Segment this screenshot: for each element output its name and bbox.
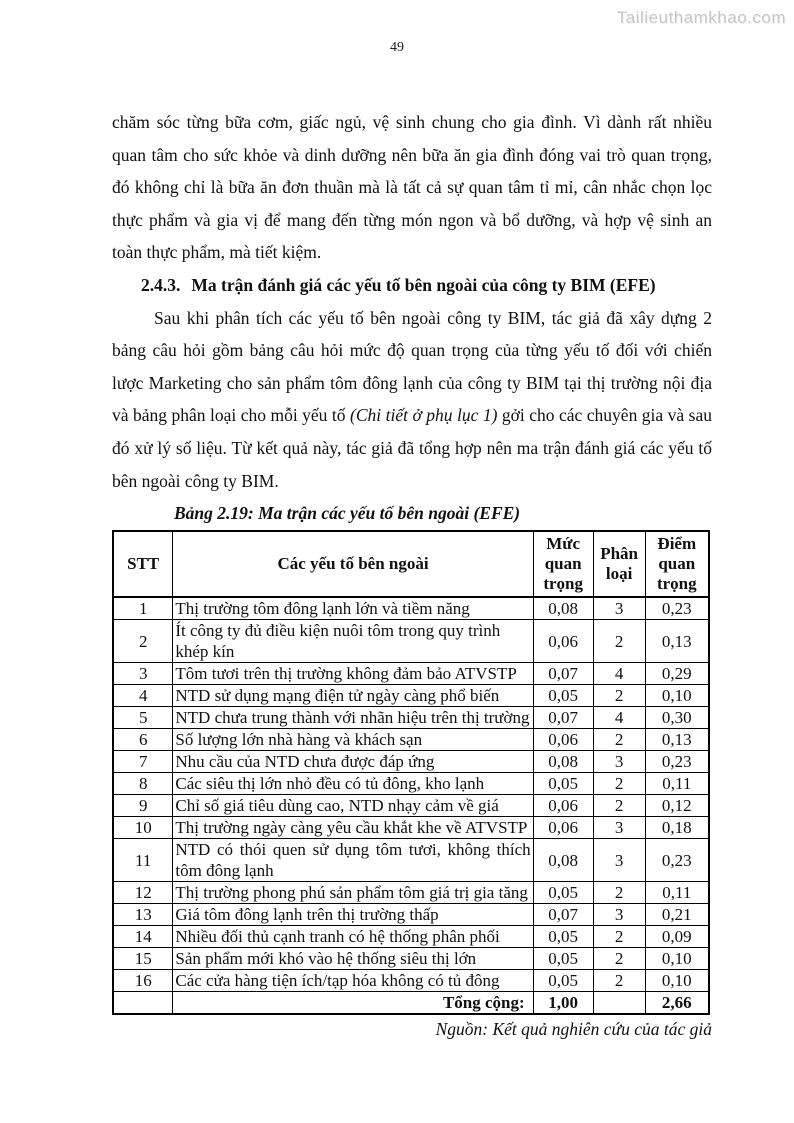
row-weight: 0,05	[533, 685, 593, 707]
table-body	[113, 597, 709, 992]
row-score: 0,23	[645, 597, 709, 620]
total-stt-cell	[113, 992, 173, 1015]
header-weight: Mức quan trọng	[533, 531, 593, 597]
row-stt: 7	[113, 751, 173, 773]
watermark: Tailieuthamkhao.com	[616, 8, 786, 27]
row-rating: 2	[593, 773, 645, 795]
table-caption: Bảng 2.19: Ma trận các yếu tố bên ngoài (EFE)	[174, 503, 521, 524]
total-row	[113, 992, 709, 1015]
table-row	[113, 729, 709, 751]
row-stt: 9	[113, 795, 173, 817]
row-stt: 8	[113, 773, 173, 795]
table-row	[113, 926, 709, 948]
table-row	[113, 707, 709, 729]
row-rating: 3	[593, 597, 645, 620]
table-header	[113, 531, 709, 597]
table-row	[113, 970, 709, 992]
row-rating: 2	[593, 948, 645, 970]
row-score: 0,12	[645, 795, 709, 817]
row-factor: Giá tôm đông lạnh trên thị trường thấp	[173, 904, 533, 926]
page-number: 49	[390, 40, 404, 55]
row-score: 0,23	[645, 839, 709, 882]
total-rating	[593, 992, 645, 1015]
row-rating: 4	[593, 707, 645, 729]
header-score: Điểm quan trọng	[645, 531, 709, 597]
row-stt: 2	[113, 620, 173, 663]
row-factor: Thị trường tôm đông lạnh lớn và tiềm năng	[173, 597, 533, 620]
section-title: Ma trận đánh giá các yếu tố bên ngoài của công ty BIM (EFE)	[191, 274, 656, 295]
row-factor: Thị trường ngày càng yêu cầu khắt khe về ATVSTP	[173, 817, 533, 839]
row-factor: Nhiều đối thủ cạnh tranh có hệ thống phân phối	[173, 926, 533, 948]
page-content	[112, 106, 712, 1043]
table-row	[113, 663, 709, 685]
row-rating: 3	[593, 839, 645, 882]
total-label: Tổng cộng:	[173, 992, 533, 1015]
row-score: 0,30	[645, 707, 709, 729]
row-rating: 2	[593, 685, 645, 707]
row-score: 0,29	[645, 663, 709, 685]
row-score: 0,13	[645, 729, 709, 751]
table-row	[113, 904, 709, 926]
row-factor: Thị trường phong phú sản phẩm tôm giá trị gia tăng	[173, 882, 533, 904]
row-weight: 0,08	[533, 597, 593, 620]
row-weight: 0,05	[533, 970, 593, 992]
row-rating: 2	[593, 882, 645, 904]
row-stt: 4	[113, 685, 173, 707]
total-score: 2,66	[645, 992, 709, 1015]
row-weight: 0,06	[533, 795, 593, 817]
table-row	[113, 882, 709, 904]
row-score: 0,21	[645, 904, 709, 926]
table-row	[113, 839, 709, 882]
row-weight: 0,05	[533, 882, 593, 904]
row-rating: 2	[593, 620, 645, 663]
row-factor: NTD sử dụng mạng điện tử ngày càng phổ biến	[173, 685, 533, 707]
table-row	[113, 597, 709, 620]
row-rating: 3	[593, 751, 645, 773]
row-score: 0,23	[645, 751, 709, 773]
paragraph-intro: chăm sóc từng bữa cơm, giấc ngủ, vệ sinh chung cho gia đình. Vì dành rất nhiều quan tâm cho sức khỏe và dinh dưỡng nên bữa ăn gia đình đóng vai trò quan trọng, đó không chỉ là bữa ăn đơn thuần mà là tất cả sự quan tâm tỉ mỉ, cân nhắc chọn lọc thực phẩm và gia vị để mang đến từng món ngon và bổ dưỡng, và hợp vệ sinh an toàn thực phẩm, mà tiết kiệm.	[112, 112, 712, 263]
table-row	[113, 620, 709, 663]
row-stt: 15	[113, 948, 173, 970]
row-weight: 0,06	[533, 620, 593, 663]
row-factor: NTD có thói quen sử dụng tôm tươi, không thích tôm đông lạnh	[173, 839, 533, 882]
section-heading	[112, 269, 712, 302]
row-score: 0,10	[645, 685, 709, 707]
table-row	[113, 685, 709, 707]
row-weight: 0,07	[533, 904, 593, 926]
row-weight: 0,05	[533, 773, 593, 795]
row-stt: 3	[113, 663, 173, 685]
table-row	[113, 795, 709, 817]
row-score: 0,11	[645, 773, 709, 795]
row-weight: 0,08	[533, 839, 593, 882]
paragraph-method	[112, 302, 712, 498]
paragraph-method-part2: gởi cho các chuyên gia và sau đó xử lý số liệu. Từ kết quả này, tác giả đã tổng hợp nên ma trận đánh giá các yếu tố bên ngoài công ty BIM.	[112, 405, 712, 491]
header-stt: STT	[113, 531, 173, 597]
header-rating: Phân loại	[593, 531, 645, 597]
row-factor: Nhu cầu của NTD chưa được đáp ứng	[173, 751, 533, 773]
paragraph-method-part1: Sau khi phân tích các yếu tố bên ngoài công ty BIM, tác giả đã xây dựng 2 bảng câu hỏi gồm bảng câu hỏi mức độ quan trọng của từng yếu tố đối với chiến lược Marketing cho sản phẩm tôm đông lạnh của công ty BIM tại thị trường nội địa và bảng phân loại cho mỗi yếu tố	[112, 307, 712, 426]
row-score: 0,09	[645, 926, 709, 948]
row-factor: Tôm tươi trên thị trường không đảm bảo ATVSTP	[173, 663, 533, 685]
row-score: 0,10	[645, 948, 709, 970]
efe-matrix-table	[112, 530, 710, 1015]
row-rating: 4	[593, 663, 645, 685]
table-row	[113, 817, 709, 839]
table-row	[113, 751, 709, 773]
table-source: Nguồn: Kết quả nghiên cứu của tác giả	[435, 1019, 712, 1040]
row-factor: Các cửa hàng tiện ích/tạp hóa không có tủ đông	[173, 970, 533, 992]
header-factor: Các yếu tố bên ngoài	[173, 531, 533, 597]
row-stt: 13	[113, 904, 173, 926]
row-stt: 5	[113, 707, 173, 729]
row-stt: 10	[113, 817, 173, 839]
row-weight: 0,05	[533, 948, 593, 970]
row-score: 0,11	[645, 882, 709, 904]
row-stt: 14	[113, 926, 173, 948]
section-number: 2.4.3.	[141, 274, 181, 295]
row-weight: 0,06	[533, 729, 593, 751]
row-stt: 11	[113, 839, 173, 882]
total-weight: 1,00	[533, 992, 593, 1015]
row-weight: 0,07	[533, 707, 593, 729]
row-score: 0,18	[645, 817, 709, 839]
row-weight: 0,07	[533, 663, 593, 685]
row-rating: 2	[593, 729, 645, 751]
row-weight: 0,08	[533, 751, 593, 773]
row-rating: 2	[593, 926, 645, 948]
table-row	[113, 773, 709, 795]
row-rating: 2	[593, 795, 645, 817]
row-rating: 2	[593, 970, 645, 992]
row-stt: 16	[113, 970, 173, 992]
row-weight: 0,05	[533, 926, 593, 948]
row-stt: 1	[113, 597, 173, 620]
row-score: 0,10	[645, 970, 709, 992]
row-factor: Chỉ số giá tiêu dùng cao, NTD nhạy cảm về giá	[173, 795, 533, 817]
row-factor: Ít công ty đủ điều kiện nuôi tôm trong quy trình khép kín	[173, 620, 533, 663]
row-rating: 3	[593, 904, 645, 926]
row-stt: 12	[113, 882, 173, 904]
row-factor: NTD chưa trung thành với nhãn hiệu trên thị trường	[173, 707, 533, 729]
row-factor: Các siêu thị lớn nhỏ đều có tủ đông, kho lạnh	[173, 773, 533, 795]
table-footer	[113, 992, 709, 1015]
row-score: 0,13	[645, 620, 709, 663]
row-factor: Sản phẩm mới khó vào hệ thống siêu thị lớn	[173, 948, 533, 970]
row-rating: 3	[593, 817, 645, 839]
row-factor: Số lượng lớn nhà hàng và khách sạn	[173, 729, 533, 751]
row-stt: 6	[113, 729, 173, 751]
row-weight: 0,06	[533, 817, 593, 839]
paragraph-method-italic: (Chi tiết ở phụ lục 1)	[350, 405, 498, 426]
table-row	[113, 948, 709, 970]
